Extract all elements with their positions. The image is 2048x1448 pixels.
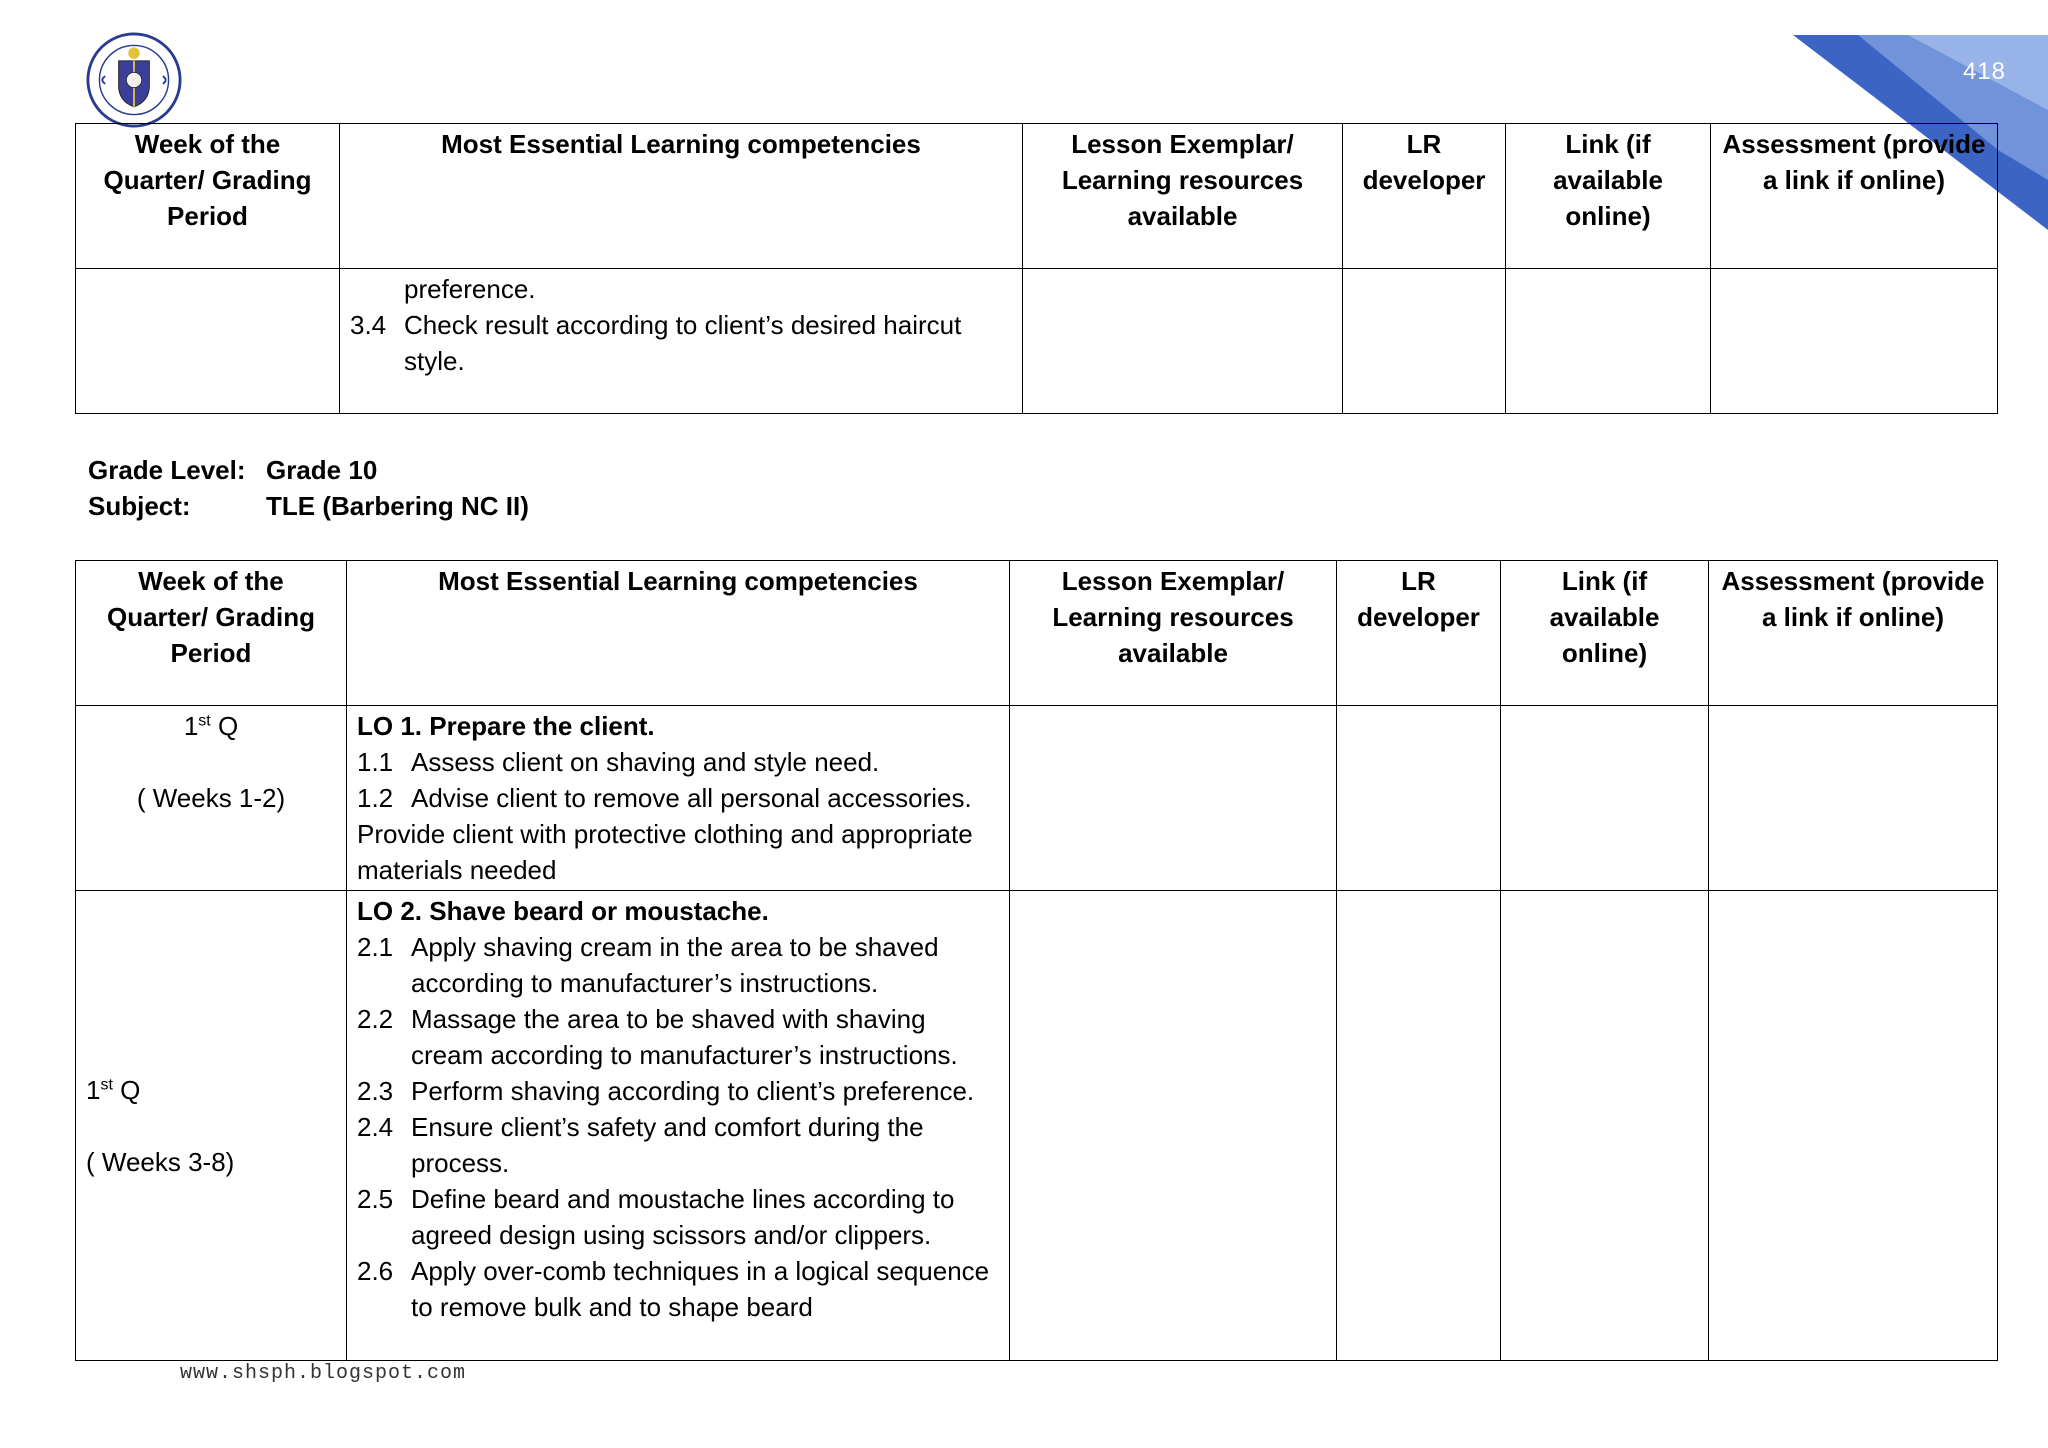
list-item: 1.2 Advise client to remove all personal accessories. bbox=[357, 783, 972, 813]
list-item: 2.3 Perform shaving according to client’s preference. bbox=[357, 1076, 975, 1106]
list-item: 1.1 Assess client on shaving and style need. bbox=[357, 747, 880, 777]
weeks-range: ( Weeks 1-2) bbox=[136, 783, 286, 813]
lr-cell bbox=[1337, 891, 1501, 1361]
continuation-text: preference. bbox=[404, 274, 536, 304]
header-link: Link (if available online) bbox=[1501, 561, 1709, 706]
competency-cell bbox=[340, 269, 1023, 414]
extra-text: Provide client with protective clothing and appropriate materials needed bbox=[357, 819, 973, 885]
footer-url: www.shsph.blogspot.com bbox=[180, 1362, 467, 1385]
subject-label: Subject: bbox=[88, 491, 191, 521]
lesson-cell bbox=[1010, 706, 1337, 891]
header-lesson-exemplar: Lesson Exemplar/ Learning resources available bbox=[1010, 561, 1337, 706]
header-competencies: Most Essential Learning competencies bbox=[347, 561, 1010, 706]
grade-label: Grade Level: bbox=[88, 455, 246, 485]
grade-value: Grade 10 bbox=[266, 455, 378, 485]
header-competencies: Most Essential Learning competencies bbox=[340, 124, 1023, 269]
lesson-cell bbox=[1023, 269, 1343, 414]
lo-title: LO 2. Shave beard or moustache. bbox=[357, 896, 769, 926]
header-week: Week of the Quarter/ Grading Period bbox=[76, 124, 340, 269]
assessment-cell bbox=[1709, 891, 1998, 1361]
week-cell: 1st Q ( Weeks 3-8) bbox=[76, 891, 347, 1361]
header-assessment: Assessment (provide a link if online) bbox=[1709, 561, 1998, 706]
list-item: 3.4 Check result according to client’s desired haircut style. bbox=[350, 310, 962, 376]
weeks-range: ( Weeks 3-8) bbox=[86, 1146, 235, 1177]
header-lr-developer: LR developer bbox=[1343, 124, 1506, 269]
lo-title: LO 1. Prepare the client. bbox=[357, 711, 655, 741]
link-cell bbox=[1501, 706, 1709, 891]
header-assessment: Assessment (provide a link if online) bbox=[1711, 124, 1998, 269]
table-header-row bbox=[76, 124, 1998, 269]
table-row bbox=[76, 269, 1998, 414]
table-row bbox=[76, 891, 1998, 1361]
competency-cell bbox=[347, 706, 1010, 891]
list-item: 2.5 Define beard and moustache lines according to agreed design using scissors and/or clippers. bbox=[357, 1184, 955, 1250]
list-item: 2.6 Apply over-comb techniques in a logical sequence to remove bulk and to shape beard bbox=[357, 1256, 990, 1322]
week-cell bbox=[76, 269, 340, 414]
subject-value: TLE (Barbering NC II) bbox=[266, 491, 529, 521]
header-lesson-exemplar: Lesson Exemplar/ Learning resources available bbox=[1023, 124, 1343, 269]
lesson-cell bbox=[1010, 891, 1337, 1361]
header-lr-developer: LR developer bbox=[1337, 561, 1501, 706]
list-item: 2.4 Ensure client’s safety and comfort during the process. bbox=[357, 1112, 924, 1178]
lr-cell bbox=[1337, 706, 1501, 891]
competency-cell bbox=[347, 891, 1010, 1361]
table-row bbox=[76, 706, 1998, 891]
assessment-cell bbox=[1711, 269, 1998, 414]
assessment-cell bbox=[1709, 706, 1998, 891]
link-cell bbox=[1506, 269, 1711, 414]
header-link: Link (if available online) bbox=[1506, 124, 1711, 269]
lr-cell bbox=[1343, 269, 1506, 414]
header-week: Week of the Quarter/ Grading Period bbox=[76, 561, 347, 706]
table-header-row bbox=[76, 561, 1998, 706]
link-cell bbox=[1501, 891, 1709, 1361]
list-item: 2.2 Massage the area to be shaved with shaving cream according to manufacturer’s instructions. bbox=[357, 1004, 958, 1070]
competency-table bbox=[75, 560, 1998, 1361]
page-number: 418 bbox=[1962, 58, 2006, 85]
competency-table-continued bbox=[75, 123, 1998, 414]
week-cell: 1st Q ( Weeks 1-2) bbox=[76, 706, 347, 891]
deped-seal-logo bbox=[86, 32, 182, 128]
list-item: 2.1 Apply shaving cream in the area to be shaved according to manufacturer’s instructions. bbox=[357, 932, 939, 998]
grade-subject-block bbox=[88, 452, 529, 524]
